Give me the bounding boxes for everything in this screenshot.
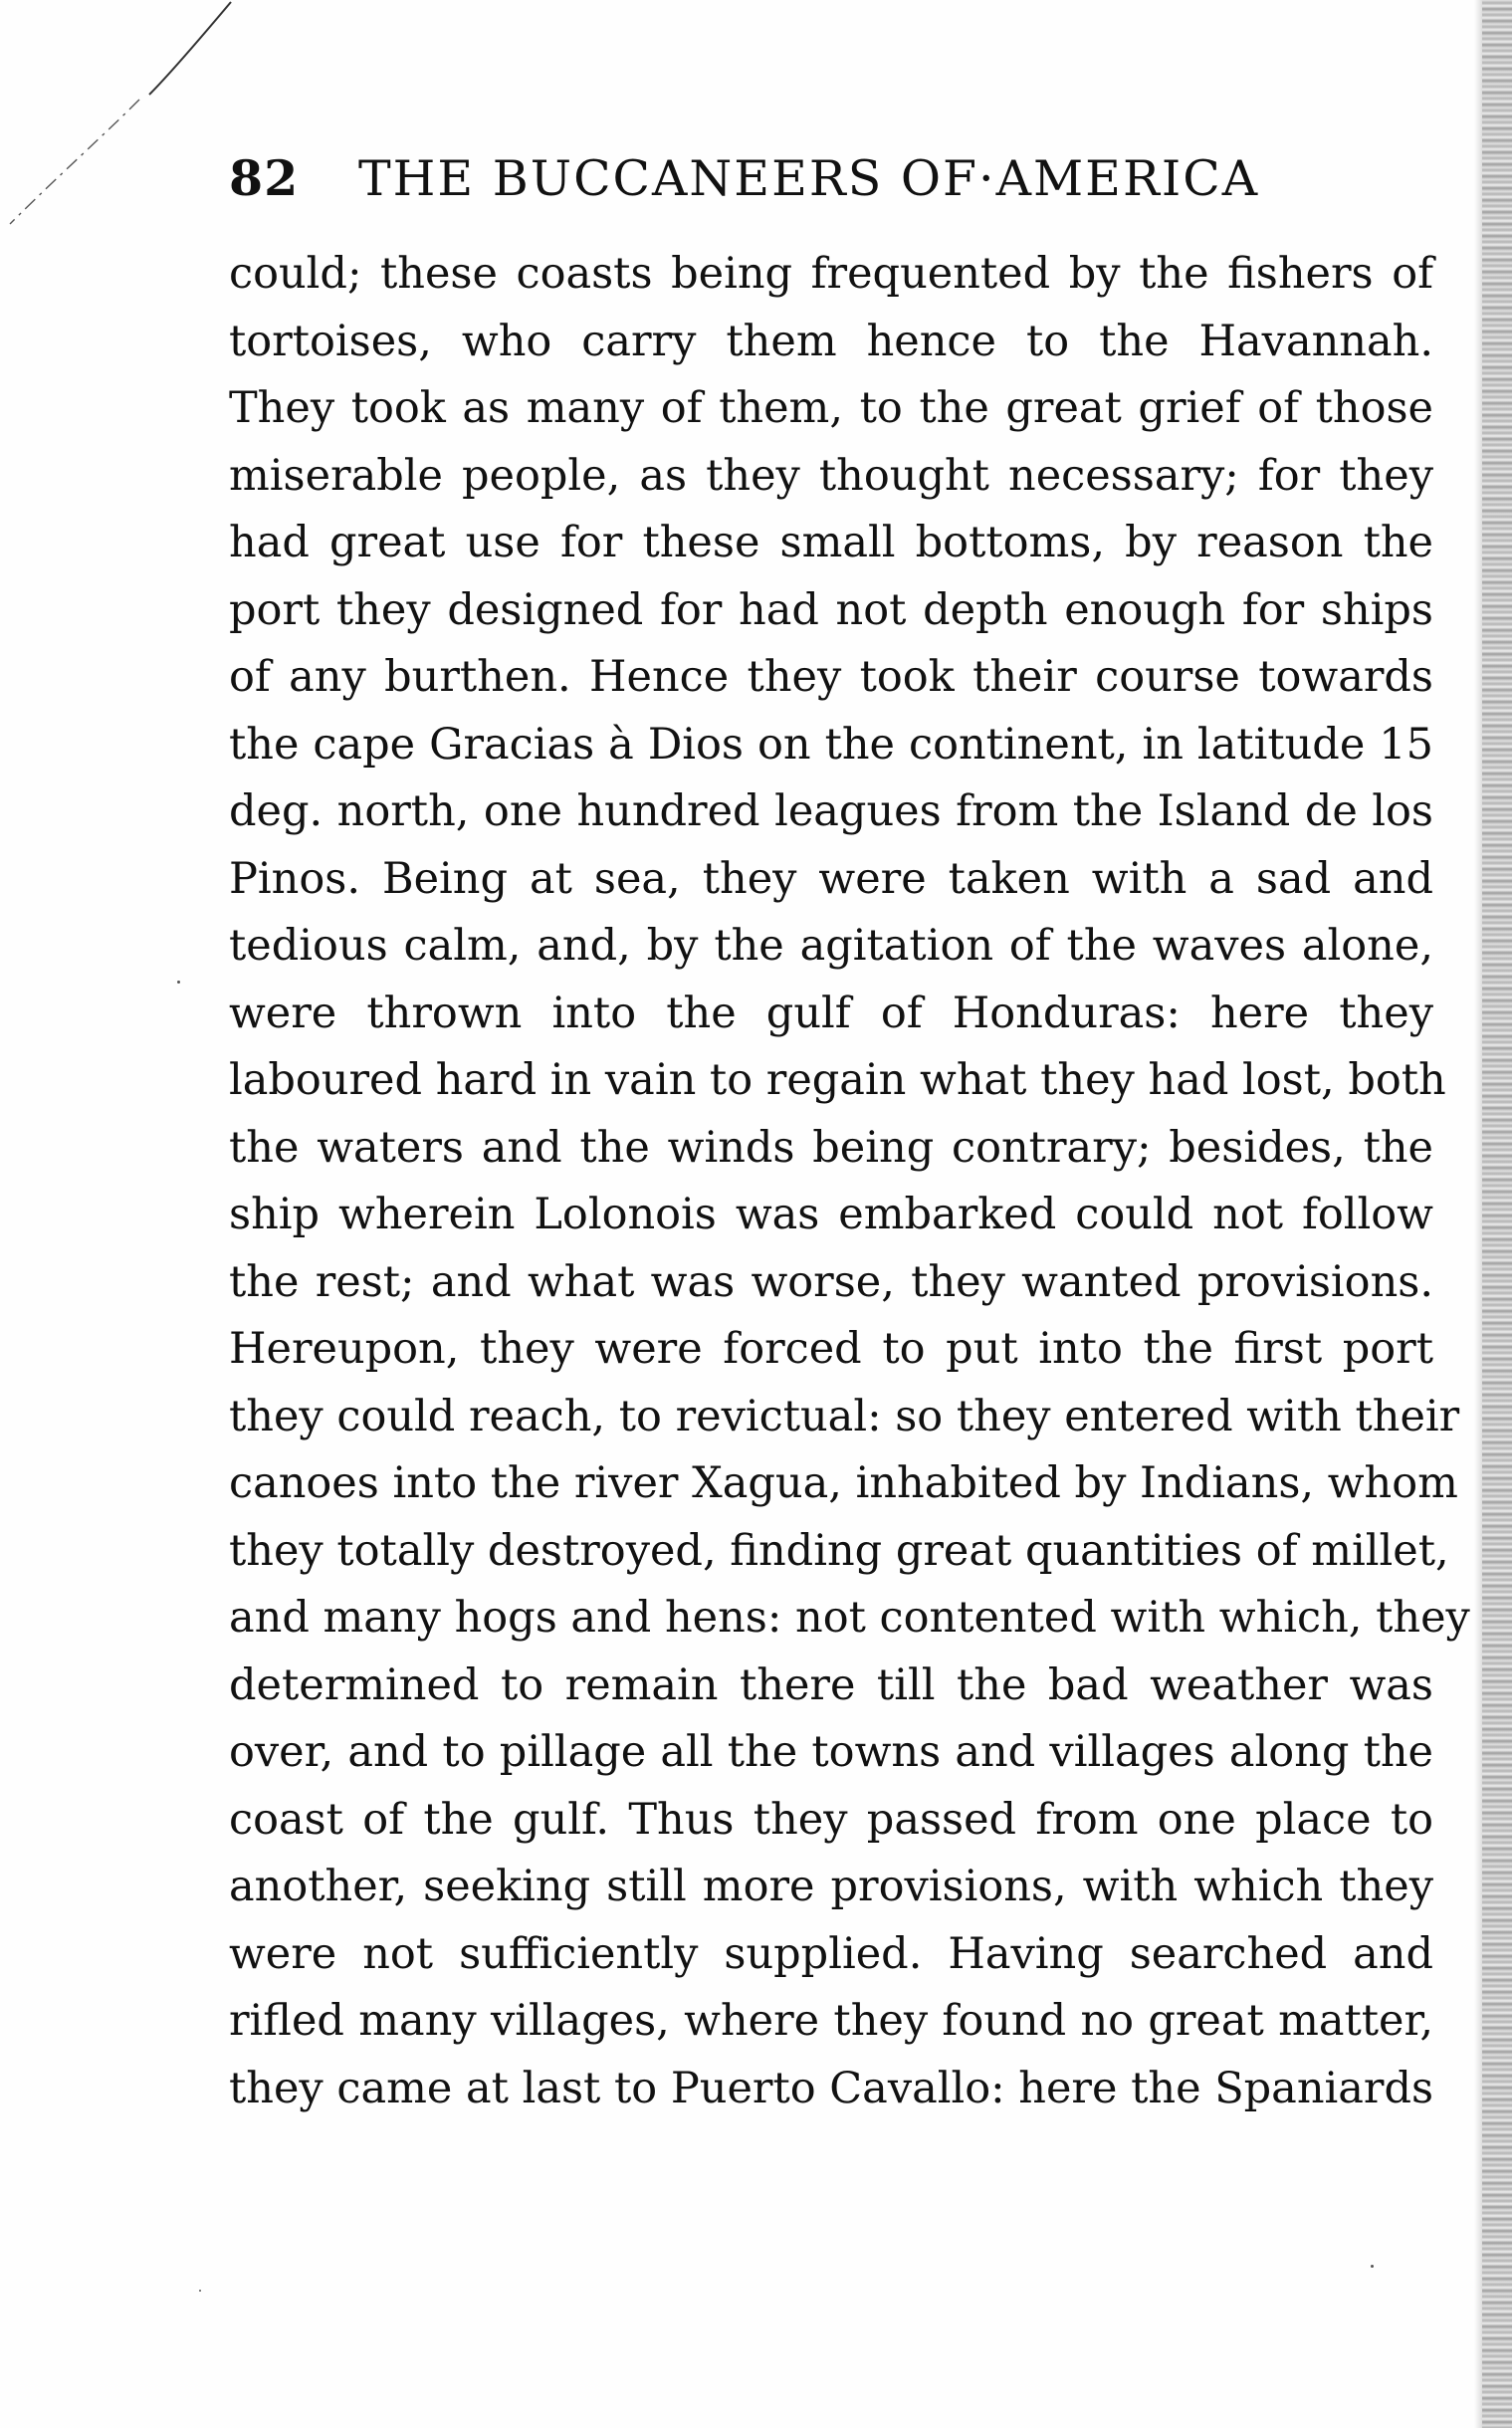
text-line: tedious calm, and, by the agitation of the waves alone, bbox=[229, 921, 1433, 971]
text-line: canoes into the river Xagua, inhabited by Indians, whom bbox=[229, 1458, 1458, 1508]
text-line: of any burthen. Hence they took their course towards bbox=[229, 652, 1433, 702]
paper-speck bbox=[177, 981, 180, 984]
text-line: could; these coasts being frequented by the fishers of bbox=[229, 249, 1433, 299]
text-line: rifled many villages, where they found no great matter, bbox=[229, 1996, 1433, 2046]
text-line: another, seeking still more provisions, with which they bbox=[229, 1862, 1433, 1911]
page-gutter bbox=[1482, 0, 1512, 2428]
running-header bbox=[229, 149, 1374, 219]
text-line: determined to remain there till the bad weather was bbox=[229, 1659, 1433, 1710]
paper-speck bbox=[1371, 2265, 1374, 2268]
text-line: miserable people, as they thought necessary; for they bbox=[229, 450, 1433, 501]
page-number: 82 bbox=[229, 149, 300, 207]
text-line: they came at last to Puerto Cavallo: here the Spaniards bbox=[229, 2063, 1434, 2113]
text-line: tortoises, who carry them hence to the Havannah. bbox=[229, 316, 1433, 366]
text-line: They took as many of them, to the great grief of those bbox=[229, 383, 1433, 433]
page-gutter-shadow bbox=[1474, 0, 1482, 2428]
text-line: the waters and the winds being contrary; besides, the bbox=[229, 1122, 1433, 1173]
text-line: Hereupon, they were forced to put into the first port bbox=[229, 1324, 1433, 1374]
body-text bbox=[229, 241, 1470, 2122]
text-line: had great use for these small bottoms, by reason the bbox=[229, 518, 1433, 567]
pencil-mark bbox=[0, 0, 239, 239]
text-line: Pinos. Being at sea, they were taken with a sad and bbox=[229, 853, 1433, 904]
text-line: and many hogs and hens: not contented with which, they bbox=[229, 1593, 1470, 1643]
running-title: THE BUCCANEERS OF·AMERICA bbox=[358, 150, 1260, 207]
text-line: were thrown into the gulf of Honduras: here they bbox=[229, 988, 1433, 1038]
text-line: the rest; and what was worse, they wanted provisions. bbox=[229, 1256, 1433, 1307]
text-line: coast of the gulf. Thus they passed from one place to bbox=[229, 1794, 1433, 1845]
text-line: they totally destroyed, finding great quantities of millet, bbox=[229, 1525, 1449, 1576]
text-line: were not sufficiently supplied. Having searched and bbox=[229, 1928, 1433, 1979]
text-line: over, and to pillage all the towns and villages along the bbox=[229, 1727, 1433, 1777]
paper-speck bbox=[199, 2290, 201, 2292]
text-line: laboured hard in vain to regain what they had lost, both bbox=[229, 1055, 1446, 1105]
text-line: port they designed for had not depth enough for ships bbox=[229, 584, 1433, 635]
text-line: deg. north, one hundred leagues from the Island de los bbox=[229, 786, 1433, 836]
text-line: they could reach, to revictual: so they entered with their bbox=[229, 1391, 1460, 1441]
text-line: the cape Gracias à Dios on the continent, in latitude 15 bbox=[229, 719, 1433, 770]
text-line: ship wherein Lolonois was embarked could not follow bbox=[229, 1190, 1433, 1239]
